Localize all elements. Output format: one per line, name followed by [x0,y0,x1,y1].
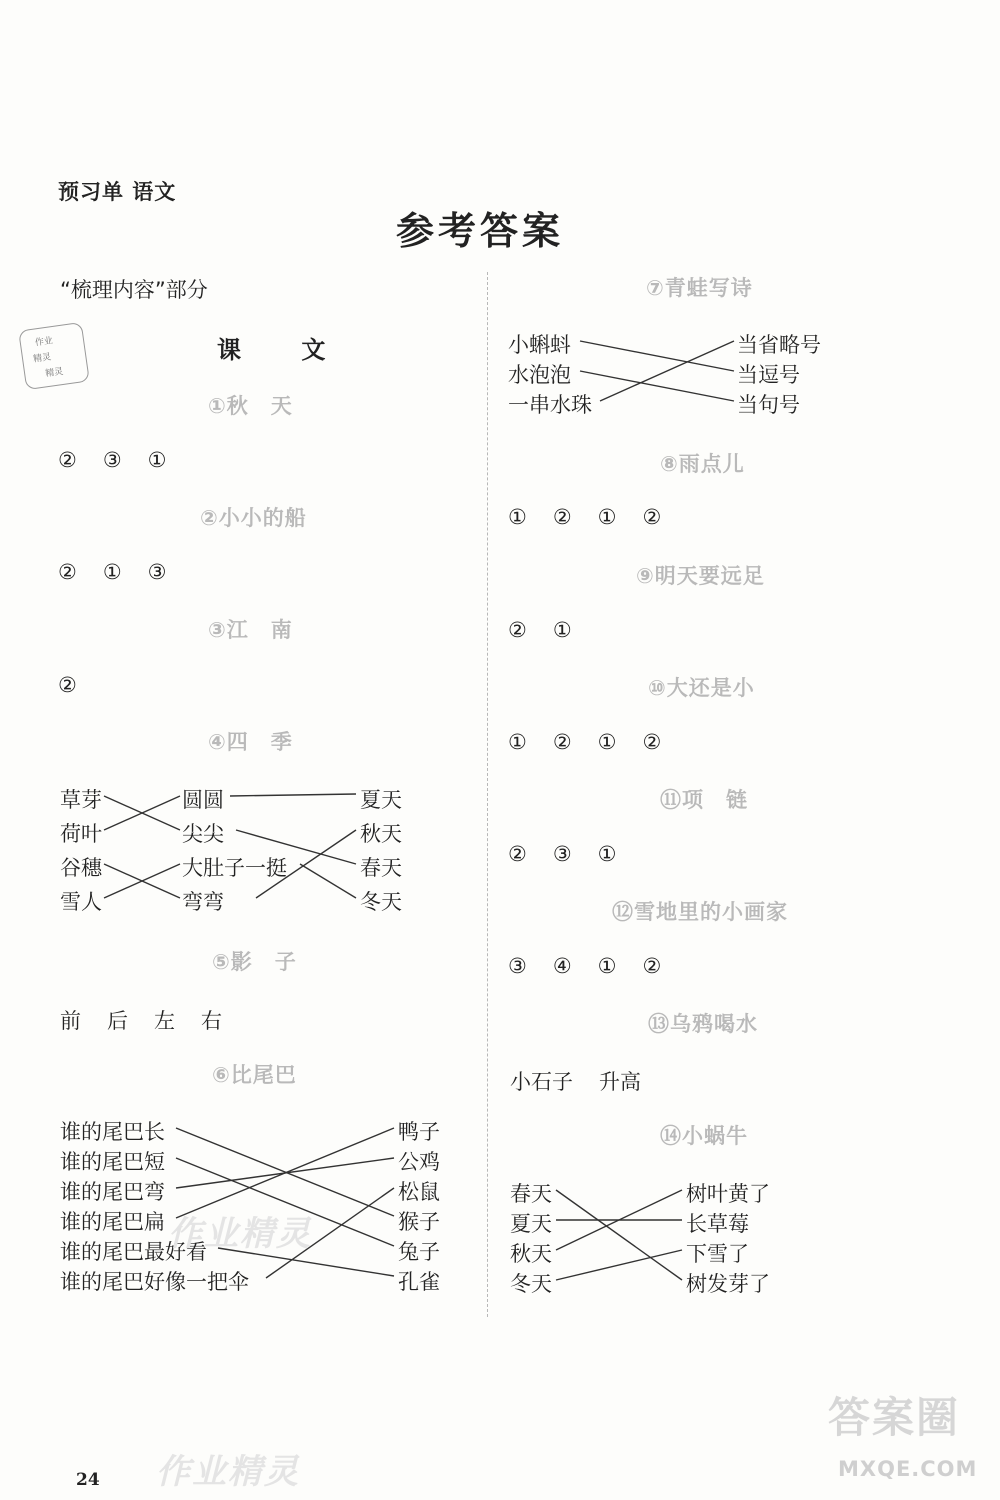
match-line [556,1250,682,1280]
answer: ① [597,954,617,978]
match-word: 夏天 [510,1212,552,1236]
answer: ② [642,730,662,754]
section-title: ⑧雨点儿 [660,452,745,476]
answer: 小石子 [510,1070,573,1094]
section-title: ⑪项 链 [660,788,748,812]
match-line [580,341,734,371]
answer: ① [597,505,617,529]
match-word: 一串水珠 [508,393,592,417]
book-header: 预习单 语文 [58,180,177,204]
match-word: 谁的尾巴扁 [60,1210,165,1234]
match-word: 秋天 [360,822,402,846]
section-title: ⑫雪地里的小画家 [612,900,788,924]
answer: ② [508,618,527,642]
match-word: 冬天 [360,890,402,914]
match-word: 雪人 [60,890,102,914]
stamp-text-top: 作业 [34,336,54,349]
match-word: 谁的尾巴最好看 [60,1240,207,1264]
match-word: 水泡泡 [508,363,571,387]
section-title: ①秋 天 [208,394,293,418]
answer: 右 [201,1009,222,1033]
answer: ② [552,505,572,529]
answer: ② [58,560,77,584]
stamp-text-bottom: 精灵 [44,366,65,380]
section-title: ⑦青蛙写诗 [646,276,753,300]
answer: ③ [552,842,572,866]
answer: ③ [508,954,527,978]
section-title: ⑥比尾巴 [212,1063,297,1087]
answer: 升高 [599,1070,641,1094]
match-word: 当省略号 [737,333,821,357]
watermark: 作业精灵 [156,1452,300,1492]
match-word: 谁的尾巴好像一把伞 [60,1270,249,1294]
match-word: 冬天 [510,1272,552,1296]
answer: ① [597,842,617,866]
match-word: 荷叶 [60,822,102,846]
match-line [300,864,356,898]
answer: ① [102,560,122,584]
match-word: 夏天 [360,788,402,812]
page-number: 24 [76,1470,100,1490]
match-word: 谁的尾巴弯 [60,1180,165,1204]
watermark: 作业精灵 [168,1214,312,1254]
match-word: 春天 [360,856,402,880]
answer: ③ [147,560,167,584]
match-word: 孔雀 [398,1270,440,1294]
category-heading: 课 文 [217,336,352,364]
match-word: 大肚子一挺 [182,856,287,880]
match-word: 小蝌蚪 [508,333,571,357]
answer: ① [147,448,167,472]
section-title: ②小小的船 [200,506,307,530]
match-word: 谁的尾巴长 [60,1120,165,1144]
match-word: 鸭子 [398,1120,440,1144]
match-line [556,1190,682,1280]
match-word: 猴子 [398,1210,440,1234]
answer: ② [552,730,572,754]
match-line [230,794,356,796]
section-title: ⑤影 子 [212,950,297,974]
match-word: 松鼠 [398,1180,440,1204]
match-word: 树叶黄了 [686,1182,770,1206]
match-word: 尖尖 [182,822,224,846]
answer: ① [552,618,572,642]
answer: 左 [154,1009,175,1033]
section-title: ⑩大还是小 [648,676,755,700]
logo-url: MXQE.COM [838,1457,978,1481]
part-heading: “梳理内容”部分 [60,278,208,302]
match-word: 弯弯 [182,890,224,914]
section-title: ⑨明天要远足 [636,564,765,588]
answer: ② [508,842,527,866]
match-word: 秋天 [510,1242,552,1266]
page-title: 参考答案 [395,208,564,253]
match-word: 公鸡 [398,1150,440,1174]
answer: ② [642,954,662,978]
match-word: 春天 [510,1182,552,1206]
match-word: 兔子 [398,1240,440,1264]
match-word: 当句号 [737,393,800,417]
logo-text: 答案圈 [828,1393,961,1442]
answer: 后 [107,1009,128,1033]
match-word: 谷穗 [60,856,102,880]
match-word: 草芽 [60,788,102,812]
site-logo [828,1385,988,1490]
answer: ① [508,505,527,529]
section-title: ⑭小蜗牛 [660,1124,748,1148]
answer: ④ [552,954,572,978]
answer: ① [597,730,617,754]
match-line [236,830,356,864]
section-title: ④四 季 [208,730,293,754]
match-word: 树发芽了 [686,1272,770,1296]
section-title: ③江 南 [208,618,293,642]
section-title: ⑬乌鸦喝水 [648,1012,758,1036]
match-word: 圆圆 [182,788,224,812]
match-word: 当逗号 [737,363,800,387]
answer: ③ [102,448,122,472]
answer: ② [642,505,662,529]
answer: ① [508,730,527,754]
match-line [600,341,734,401]
match-word: 长草莓 [686,1212,749,1236]
answer: ② [58,448,77,472]
stamp-text-mid: 精灵 [32,352,52,365]
match-word: 下雪了 [686,1242,749,1266]
match-word: 谁的尾巴短 [60,1150,165,1174]
answer: ② [58,673,77,697]
answer: 前 [60,1009,81,1033]
